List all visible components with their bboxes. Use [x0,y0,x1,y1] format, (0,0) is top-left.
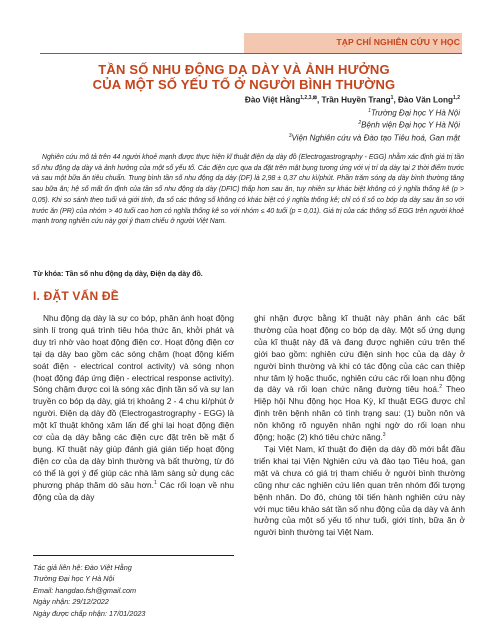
author-1-affil: 1,2,3,⊠ [300,95,317,101]
author-email: Email: hangdao.fsh@gmail.com [33,585,137,595]
accepted-date: Ngày được chấp nhận: 17/01/2023 [33,608,146,618]
author-3-affil: 1,2 [453,95,460,101]
author-2-affil: 1 [390,95,394,101]
left-column [33,313,234,504]
header-rule [40,53,462,54]
article-title-line-1: TẦN SỐ NHU ĐỘNG DẠ DÀY VÀ ẢNH HƯỞNG [98,62,390,77]
body-text: ghi nhận được bằng kĩ thuật này phân ánh các bất thường của hoạt động co bóp dạ dày. Một số ứng dụng của kĩ thuật này đã và đang được nghiên cứu trên thế giới bao gồm: nghiên cứu điện sinh học của dạ dày ở người bình thường và khi có tác động của các can thiệp như tâm lý hoặc thuốc, nghiên cứu các rối loạn nhu động dạ dày và rối loạn chức năng đường tiêu hoá. [254,313,465,395]
author-1: Đào Việt Hằng [244,95,301,105]
body-paragraph [33,313,234,504]
affiliation-2-text: Bệnh viện Đại học Y Hà Nội [361,120,460,130]
right-column [254,313,465,539]
section-title: I. ĐẶT VẤN ĐỀ [33,289,119,303]
author-institution: Trường Đại học Y Hà Nội [33,574,115,584]
affiliation-1 [368,108,460,118]
citation-mark: 2 [439,384,443,391]
body-paragraph: Tại Việt Nam, kĩ thuật đo điện dạ dày đồ mới bắt đầu triển khai tại Viện Nghiên cứu và đào tạo Tiêu hoá, gan mật và chưa có giá trị tham chiếu ở người bình thường cũng như các nghiên cứu liên quan trên nhóm đối tượng bệnh nhân. Do đó, chúng tôi tiến hành nghiên cứu này với mục tiêu khảo sát tần số nhu động của dạ dày và ảnh hưởng của một số yếu tố như tuổi, giới tính, bữa ăn ở người bình thường tại Việt Nam. [254,443,465,538]
body-text: Theo Hiệp hội Nhu động học Hoa Kỳ, kĩ thuật EGG được chỉ định trên bệnh nhân có tình trạng sau: (1) buồn nôn và nôn không rõ nguyên nhân nghi ngờ do rối loạn nhu động; hoặc (2) khó tiêu chức năng. [254,384,465,443]
footnote-rule [33,555,234,556]
body-text: Nhu động dạ dày là sự co bóp, phân ánh hoạt động sinh lí trong quá trình tiêu hóa thức ăn, khởi phát và duy trì nhờ vào hoạt động điện cơ. Hoạt động điện cơ tại dạ dày bao gồm các sóng chậm (hoạt động kiểm soát điện - electrical control activity) và sóng nhọn (hoạt động đáp ứng điện - electrical response activity). Sóng chậm được coi là sóng xác định tần số và sự lan truyền co bóp dạ dày, giá trị khoảng 2 - 4 chu kì/phút ở người. Điện dạ dày đồ (Electrogastrography - EGG) là một kĩ thuật không xâm lấn để ghi lại hoạt động điện cơ của dạ dày bằng các điện cực đặt trên bề mặt ổ bụng. Kĩ thuật này giúp đánh giá gián tiếp hoạt động điện cơ của dạ dày bình thường và bất thường, từ đó có thể là gợi ý để giúp các nhà lâm sàng sử dụng các phương pháp thăm dò sâu hơn. [33,313,234,490]
affiliation-1-text: Trường Đại học Y Hà Nội [370,108,460,118]
affiliation-3-mark: 3 [288,133,292,139]
received-date: Ngày nhận: 29/12/2022 [33,597,109,607]
affiliation-3-text: Viện Nghiên cứu và Đào tạo Tiêu hoá, Gan mật [291,133,460,143]
affiliation-2 [358,120,460,130]
journal-name: TẠP CHÍ NGHIÊN CỨU Y HỌC [336,37,460,47]
article-title-line-2: CỦA MỘT SỐ YẾU TỐ Ở NGƯỜI BÌNH THƯỜNG [92,77,396,92]
author-list [245,95,460,105]
affiliation-1-mark: 1 [368,108,371,114]
body-text: Các rối loạn về nhu động của dạ dày [33,479,234,502]
author-2: , Trần Huyền Trang [316,95,391,105]
corresponding-author: Tác giả liên hệ: Đào Việt Hằng [33,563,132,572]
abstract: Nghiên cứu mô tả trên 44 người khoẻ mạnh được thực hiện kĩ thuật điện dạ dày đồ (Electrogastrography - EGG) nhằm xác định giá trị tần số nhu động dạ dày và ảnh hưởng của một số yếu tố. Các điện cực qua da đặt trên mặt bụng tương ứng với vị trí dạ dày tại 2 thời điểm trước và sau một bữa ăn tiêu chuẩn. Trung bình tần số nhu động dạ dày (DF) là 2,98 ± 0,37 chu kì/phút. Phần trăm sóng dạ dày bình thường tăng sau bữa ăn; hệ số mất ổn định của tần số nhu động dạ dày (DFIC) thấp hơn sau ăn, tuy nhiên sự khác biệt không có ý nghĩa thống kê (p > 0,05). Khi so sánh theo tuổi và giới tính, đa số các thông số không có khác biệt có ý nghĩa thống kê; chỉ có tỉ số co bóp dạ dày sau ăn so với trước ăn (PR) của nhóm > 40 tuổi cao hơn có nghĩa thống kê so với nhóm ≤ 40 tuổi (p = 0,01). Giá trị của các thông số EGG trên người khoẻ mạnh trong nghiên cứu này gợi ý tham chiếu ở người Việt Nam. [32,154,464,226]
author-3: , Đào Văn Long [393,95,454,105]
affiliation-3 [289,133,460,143]
body-paragraph [254,313,465,444]
correspondence-footnote [33,562,146,619]
citation-mark: 3 [382,432,386,439]
keywords: Từ khóa: Tần số nhu động dạ dày, Điện dạ dày đồ. [33,270,203,278]
citation-mark: 1 [153,479,157,486]
affiliation-2-mark: 2 [358,120,362,126]
